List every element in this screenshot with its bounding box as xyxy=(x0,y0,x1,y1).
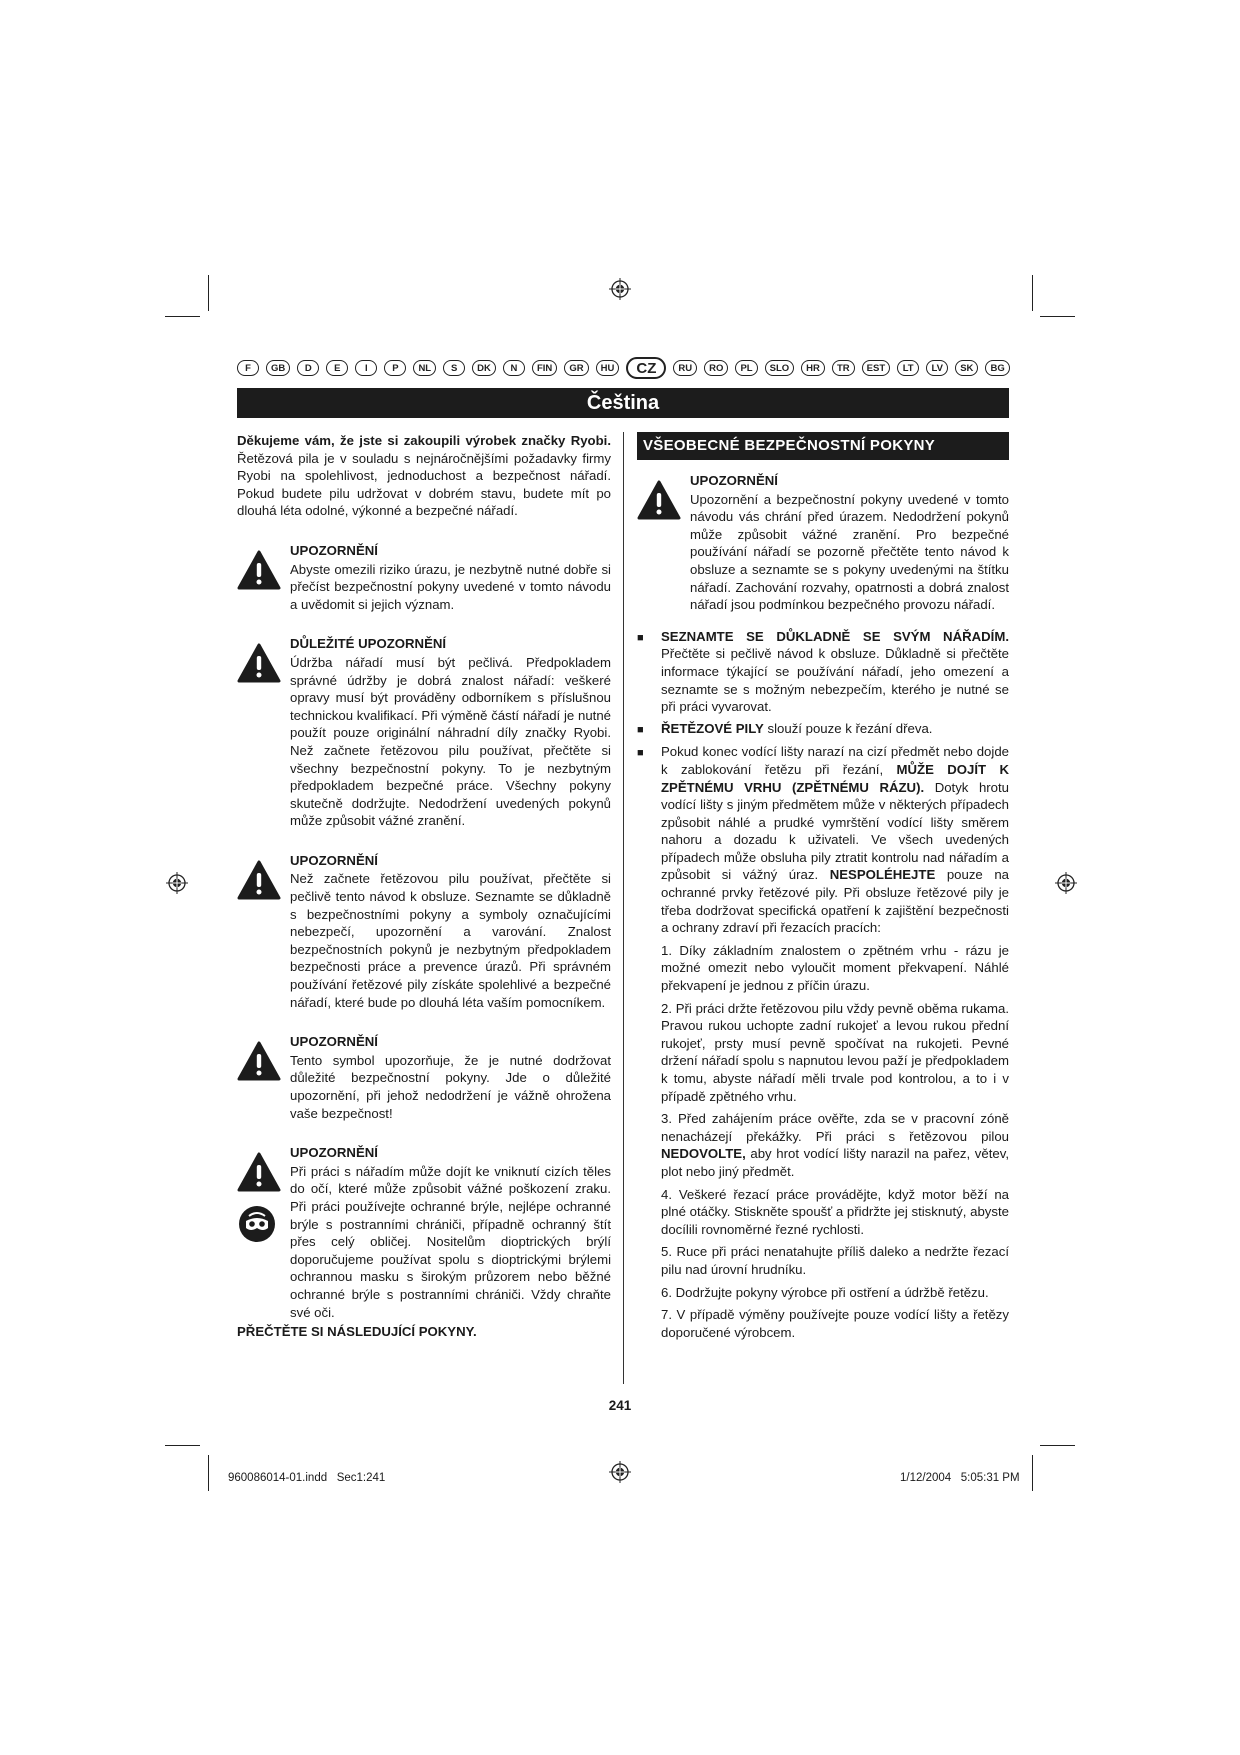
list-item xyxy=(637,720,1009,740)
registration-mark-icon xyxy=(166,872,188,894)
registration-mark-icon xyxy=(1055,872,1077,894)
warning-icon xyxy=(237,643,281,683)
crop-mark xyxy=(165,316,200,317)
numbered-bold: NEDOVOLTE, xyxy=(661,1146,746,1162)
warning-block xyxy=(237,1144,611,1321)
language-tab-lv: LV xyxy=(926,360,948,376)
crop-mark xyxy=(165,1445,200,1446)
section-header: VŠEOBECNÉ BEZPEČNOSTNÍ POKYNY xyxy=(637,432,1009,460)
warning-block xyxy=(637,472,1009,614)
language-tab-n: N xyxy=(503,360,525,376)
column-divider xyxy=(623,432,624,1384)
warning-block xyxy=(237,1033,611,1122)
bullet-text: slouží pouze k řezání dřeva. xyxy=(767,720,933,736)
language-tab-hr: HR xyxy=(801,360,825,376)
page-number: 241 xyxy=(608,1398,632,1413)
language-tab-hu: HU xyxy=(596,360,620,376)
warnings-list xyxy=(237,542,611,1321)
warning-text: Abyste omezili riziko úrazu, je nezbytně nutné dobře si přečíst bezpečnostní pokyny uvedené v tomto návodu a uvědomit si jejich význam. xyxy=(290,561,611,612)
closing-instruction: PŘEČTĚTE SI NÁSLEDUJÍCÍ POKYNY. xyxy=(237,1324,477,1340)
warning-title: UPOZORNĚNÍ xyxy=(690,473,778,488)
bullet-text: pouze na ochranné prvky řetězové pily. Při obsluze řetězové pily je třeba dodržovat specifická opatření k zajištění bezpečnosti a ochrany zdraví při řezacích pracích: xyxy=(661,867,1010,936)
numbered-item: 1. Díky základním znalostem o zpětném vrhu - rázu je možné omezit nebo vyloučit moment překvapení. Náhlé překvapení je jednou z příčin úrazu. xyxy=(661,942,1009,994)
numbered-item xyxy=(661,1110,1009,1180)
warning-title: UPOZORNĚNÍ xyxy=(290,1034,378,1050)
warning-text: Údržba nářadí musí být pečlivá. Předpokladem správné údržby je dobrá znalost nářadí: veškeré opravy musí být prováděny odborníkem s příslušnou technickou kvalifikací. Při výměně částí nářadí je nutné použít pouze originální náhradní díly značky Ryobi. Než začnete řetězovou pilu používat, přečtěte si všechny bezpečnostní pokyny. To je nezbytným předpokladem bezpečné práce. Všechny pokyny skutečně dodržujte. Nedodržení uvedených pokynů může způsobit vážné zranění. xyxy=(290,654,611,829)
language-tab-fin: FIN xyxy=(532,360,557,376)
warning-icon xyxy=(237,550,281,590)
warning-title: UPOZORNĚNÍ xyxy=(290,1145,378,1161)
warning-text: Při práci s nářadím může dojít ke vniknutí cizích těles do očí, které může způsobit vážné poškození zraku. Při práci používejte ochranné brýle, nejlépe ochranné brýle s postranními chrániči, případně ochranný štít přes celý obličej. Nositelům dioptrických brýlí doporučujeme používat spolu s dioptrickými brýlemi ochrannou masku s širokým průzorem nebo běžné ochranné brýle s postranními chrániči. Vždy chraňte své oči. xyxy=(290,1163,611,1320)
warning-text: Tento symbol upozorňuje, že je nutné dodržovat důležité bezpečnostní pokyny. Jde o důležité upozornění, při jehož nedodržení je vážně ohrožena vaše bezpečnost! xyxy=(290,1052,611,1121)
language-tab-f: F xyxy=(237,360,259,376)
language-tab-dk: DK xyxy=(472,360,496,376)
language-tab-lt: LT xyxy=(897,360,919,376)
crop-mark xyxy=(1040,1445,1075,1446)
language-tab-p: P xyxy=(384,360,406,376)
bullet-text: Pokud konec vodící lišty narazí na cizí předmět nebo dojde k zablokování řetězu při řezání, xyxy=(661,744,1009,777)
language-tab-est: EST xyxy=(862,360,890,376)
language-tab-gb: GB xyxy=(266,360,290,376)
language-tab-tr: TR xyxy=(832,360,855,376)
bullet-text: Přečtěte si pečlivě návod k obsluze. Důkladně si přečtěte informace týkající se používání nářadí, jeho omezení a seznamte se s možným nebezpečím, kterého je nutné se při práci vyvarovat. xyxy=(661,646,1009,715)
warning-icon xyxy=(237,1041,281,1081)
numbered-item: 4. Veškeré řezací práce provádějte, když motor běží na plné otáčky. Stiskněte spoušť a přidržte jej stisknutý, abyste docílili rovnoměrné řezné rychlosti. xyxy=(661,1186,1009,1237)
crop-mark xyxy=(208,1455,209,1491)
language-tab-slo: SLO xyxy=(765,360,795,376)
page-title: Čeština xyxy=(237,388,1009,418)
warning-title: DŮLEŽITÉ UPOZORNĚNÍ xyxy=(290,636,447,652)
numbered-item: 7. V případě výměny používejte pouze vodící lišty a řetězy doporučené výrobcem. xyxy=(661,1307,1009,1340)
numbered-text: aby hrot vodící lišty narazil na pařez, větev, plot nebo jiný předmět. xyxy=(661,1146,1009,1179)
crop-mark xyxy=(1032,275,1033,311)
safety-goggles-icon xyxy=(237,1204,277,1244)
language-tab-nl: NL xyxy=(413,360,436,376)
warning-block xyxy=(237,852,611,1011)
language-tab-gr: GR xyxy=(564,360,588,376)
numbered-item: 5. Ruce při práci nenatahujte příliš daleko a nedržte řezací pilu nad úrovní hrudníku. xyxy=(661,1244,1009,1277)
numbered-item: 2. Při práci držte řetězovou pilu vždy pevně oběma rukama. Pravou rukou uchopte zadní rukojeť a levou rukou přední rukojeť, prsty musí pevně spočívat na rukojeti. Pevné držení nářadí spolu s napnutou levou paží je předpokladem k tomu, abyste nářadí měli trvale pod kontrolou, a to i v případě zpětného vrhu. xyxy=(661,1000,1009,1104)
registration-mark-icon xyxy=(609,1461,631,1483)
language-tab-pl: PL xyxy=(735,360,757,376)
language-tab-ro: RO xyxy=(704,360,728,376)
warning-icon xyxy=(637,480,681,520)
bullet-bold: MŮŽE DOJÍT K ZPĚTNÉMU VRHU (ZPĚTNÉMU RÁZU). xyxy=(661,761,1009,795)
language-tab-bg: BG xyxy=(985,360,1009,376)
bullet-bold: ŘETĚZOVÉ PILY xyxy=(661,720,764,736)
warning-block xyxy=(237,635,611,830)
warning-text: Než začnete řetězovou pilu používat, přečtěte si pečlivě tento návod k obsluze. Seznamte se důkladně s bezpečnostními pokyny a symboly označujícími nebezpečí, upozornění a varování. Znalost bezpečnostních pokynů je nezbytným předpokladem bezpečnosti práce a prevence úrazů. Při správném používání řetězové pily získáte spolehlivé a bezpečné nářadí, které bude po dlouhá léta vaším pomocníkem. xyxy=(290,871,611,1010)
list-item xyxy=(637,743,1009,937)
crop-mark xyxy=(1040,316,1075,317)
warning-title: UPOZORNĚNÍ xyxy=(290,852,378,868)
intro-bold: Děkujeme vám, že jste si zakoupili výrobek značky Ryobi. xyxy=(237,433,611,448)
warning-text: Upozornění a bezpečnostní pokyny uvedené v tomto návodu vás chrání před úrazem. Nedodržení pokynů může způsobit vážné zranění. Pro bezpečné používání nářadí se pozorně přečtěte tento návod k obsluze a seznamte se s pokyny uvedenými na štítku nářadí. Zachování rozvahy, opatrnosti a dobrá znalost nářadí jsou podmínkou bezpečného provozu nářadí. xyxy=(690,491,1009,613)
crop-mark xyxy=(208,275,209,311)
language-tab-d: D xyxy=(297,360,319,376)
language-tab-ru: RU xyxy=(673,360,697,376)
list-item xyxy=(637,628,1009,716)
bullet-bold: SEZNAMTE SE DŮKLADNĚ SE SVÝM NÁŘADÍM. xyxy=(661,628,1009,644)
numbered-text: 3. Před zahájením práce ověřte, zda se v pracovní zóně nenacházejí překážky. Při práci s řetězovou pilou xyxy=(661,1111,1009,1144)
footer-file-info: 960086014-01.indd Sec1:241 xyxy=(228,1472,386,1484)
intro-text: Řetězová pila je v souladu s nejnáročnějšími požadavky firmy Ryobi na spolehlivost, jednoduchost a bezpečnost nářadí. Pokud budete pilu udržovat v dobrém stavu, budete mít po dlouhá léta odolné, výkonné a bezpečné nářadí. xyxy=(237,450,611,519)
right-column xyxy=(637,432,1009,1341)
warning-title: UPOZORNĚNÍ xyxy=(290,542,378,558)
registration-mark-icon xyxy=(609,278,631,300)
warning-icon xyxy=(237,860,281,900)
intro-paragraph xyxy=(237,432,611,520)
footer-timestamp: 1/12/2004 5:05:31 PM xyxy=(900,1472,1020,1484)
warning-block xyxy=(237,542,611,613)
warning-icon xyxy=(237,1152,281,1192)
language-tab-sk: SK xyxy=(955,360,978,376)
language-tab-s: S xyxy=(443,360,465,376)
bullet-icon: ■ xyxy=(637,747,644,760)
bullet-bold: NESPOLÉHEJTE xyxy=(829,867,936,883)
language-tab-cz: CZ xyxy=(626,357,666,379)
language-tab-i: I xyxy=(355,360,377,376)
left-column xyxy=(237,432,611,1341)
crop-mark xyxy=(1032,1455,1033,1491)
language-tab-e: E xyxy=(326,360,348,376)
bullet-icon: ■ xyxy=(637,723,644,736)
bullet-icon: ■ xyxy=(637,631,644,644)
bullet-text: Dotyk hrotu vodící lišty s jiným předmětem může v některých případech způsobit náhlé a prudké vymrštění vodící lišty směrem nahoru a dozadu k uživateli. Ve všech uvedených případech může obsluha pily ztratit kontrolu nad nářadím a způsobit si vážný úraz. xyxy=(661,779,1009,883)
numbered-item: 6. Dodržujte pokyny výrobce při ostření a údržbě řetězu. xyxy=(661,1284,989,1300)
language-tabs xyxy=(237,356,1010,380)
